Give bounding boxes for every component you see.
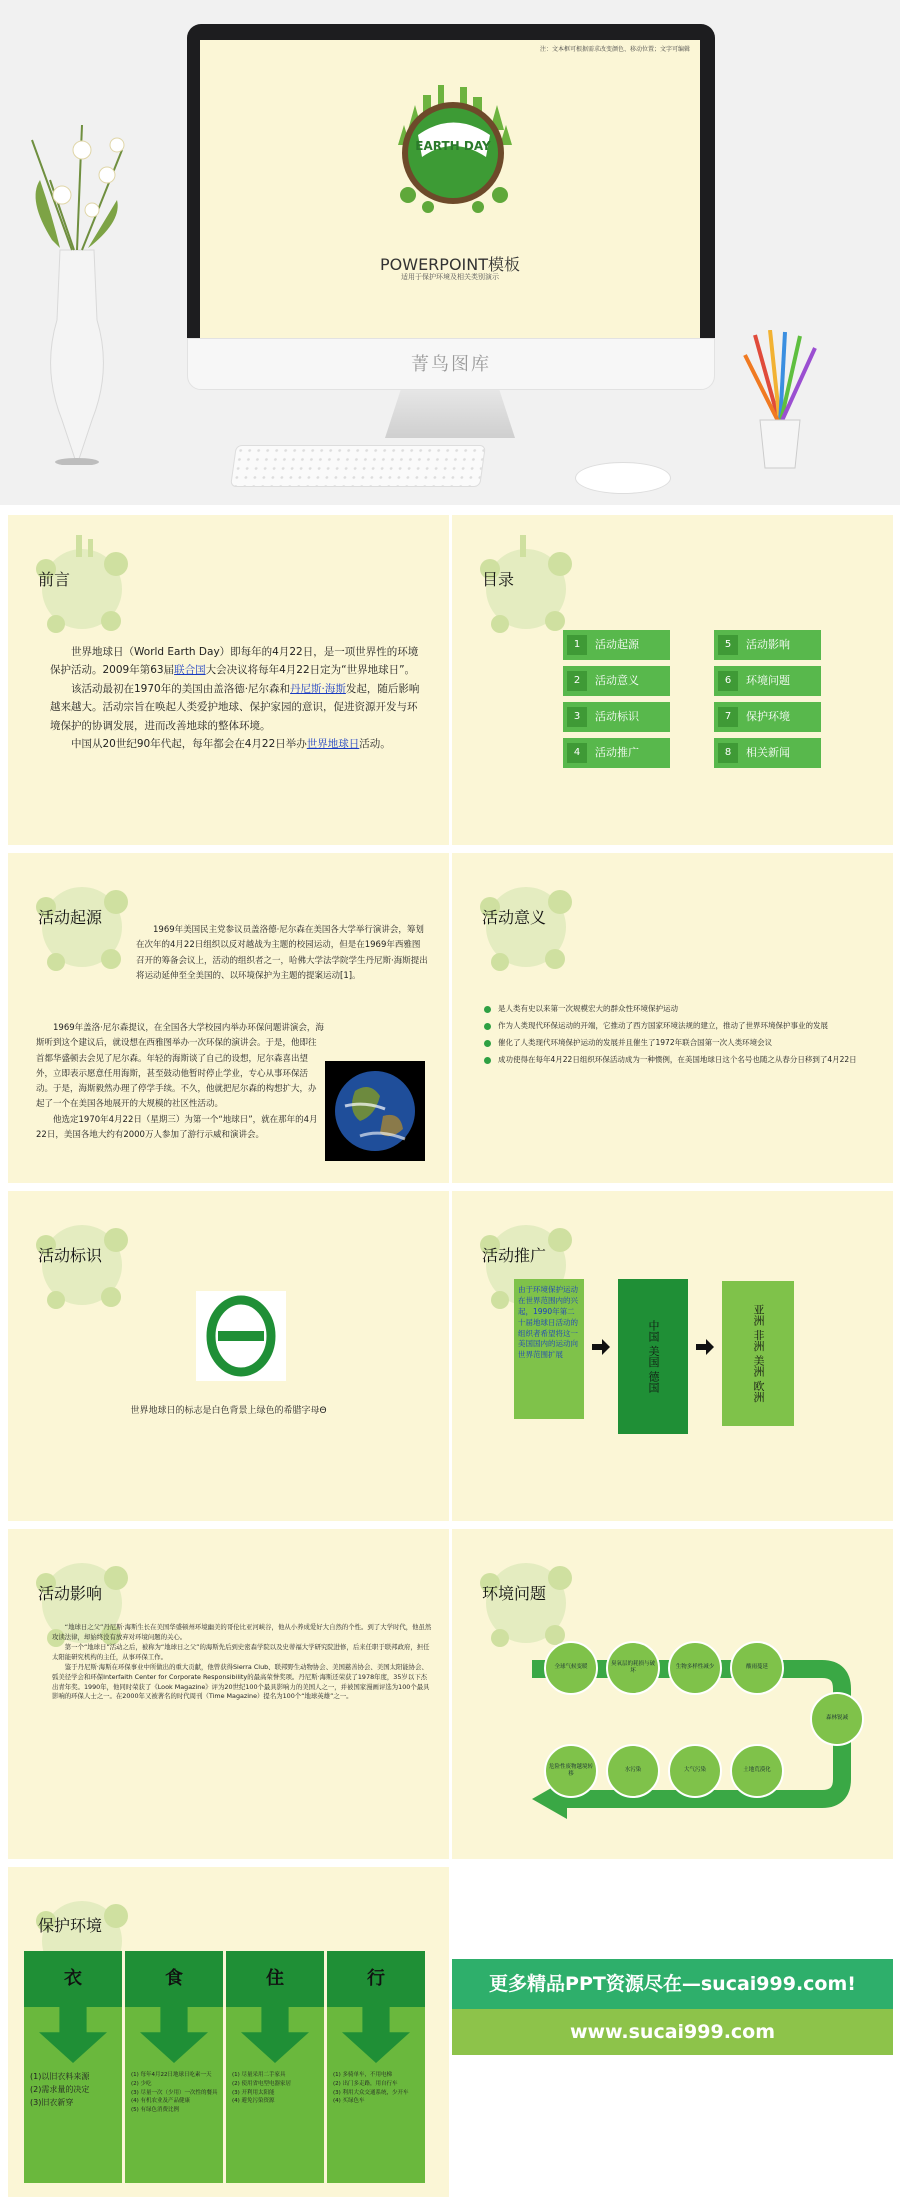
list-item: 成功使得在每年4月22日组织环保活动成为一种惯例，在美国地球日这个名号也随之从春分日移到了4月22日 — [484, 1054, 884, 1066]
list-item: 催化了人类现代环境保护运动的发展并且催生了1972年联合国第一次人类环境会议 — [484, 1037, 884, 1049]
meaning-list — [484, 1003, 884, 1071]
arrow-down-icon — [39, 2007, 107, 2063]
pencil-cup-image — [735, 330, 825, 470]
impact-body — [52, 1623, 432, 1702]
toc-item[interactable]: 2 活动意义 — [563, 666, 670, 696]
toc-item[interactable]: 8 相关新闻 — [714, 738, 821, 768]
slide-title: 活动影响 — [38, 1584, 103, 1603]
earth-day-globe-icon — [378, 75, 528, 225]
origin-paragraph-3: 他选定1970年4月22日（星期三）为第一个“地球日”，就在那年的4月22日，美国各地大约有2000万人参加了游行示威和演讲会。 — [36, 1114, 318, 1141]
origin-paragraph-2: 1969年盖洛·尼尔森提议，在全国各大学校园内举办环保问题讲演会，海斯听到这个建议后，就设想在西雅图举办一次环保的演讲会。于是，他即往首都华盛顿去会见了尼尔森。年轻的海斯谈了自己的设想，尼尔森喜出望外，立即表示愿意任用海斯，甚至鼓动他暂时停止学业，专心从事环保活动。于是，海斯毅然办理了停学手续。不久，他就把尼尔森的构想扩大，办起了一个在美国各地展开的大规模的社区性活动。 他选定1970年4月22日（星期三）为第一个“地球日”，就在那年的4月22日，美国各地大约有2000万人参加了游行示威和演讲会。 — [36, 1021, 324, 1143]
theta-symbol-icon — [196, 1291, 286, 1381]
preface-paragraph-3: 中国从20世纪90年代起，每年都会在4月22日举办世界地球日活动。 — [71, 737, 391, 750]
slide-issues — [452, 1529, 893, 1859]
slide-meaning — [452, 853, 893, 1183]
origin-paragraph-1: 1969年美国民主党参议员盖洛德·尼尔森在美国各大学举行演讲会，筹划在次年的4月22日组织以反对越战为主题的校园运动，但是在1969年西雅图召开的筹备会议上，活动的组织者之一，哈佛大学法学院学生丹尼斯·海斯提出将运动延伸至全美国的、以环境保护为主题的提案运动[1]。 — [136, 925, 428, 981]
flower-vase-image — [22, 120, 132, 465]
arrow-right-icon — [696, 1339, 714, 1355]
slide-preface — [8, 515, 449, 845]
cover-note: 注：文本框可根据需求改变颜色、移动位置；文字可编辑 — [539, 46, 690, 53]
column-text: (1) 多骑单车，不用电梯 (2) 出门多走路，用自行车 (3) 利用大众交通系统，少开车 (4) 买绿色车 — [333, 2072, 409, 2105]
arrow-down-icon — [342, 2007, 410, 2063]
issue-node: 酸雨蔓延 — [730, 1641, 784, 1695]
mouse-image — [575, 462, 671, 494]
list-item: 作为人类现代环保运动的开端，它推动了西方国家环境法规的建立，推动了世界环境保护事业的发展 — [484, 1020, 884, 1032]
hero-showcase — [0, 0, 900, 505]
cover-title: POWERPOINT模板 — [380, 255, 520, 274]
arrow-down-icon — [140, 2007, 208, 2063]
protect-column — [24, 1951, 122, 2183]
promo-line-1[interactable]: 更多精品PPT资源尽在—sucai999.com! — [452, 1959, 893, 2009]
issue-node: 全球气候变暖 — [544, 1641, 598, 1695]
arrow-down-icon — [241, 2007, 309, 2063]
toc-item[interactable]: 4 活动推广 — [563, 738, 670, 768]
slide-logo — [8, 1191, 449, 1521]
promo-box-1: 由于环境保护运动在世界范围内的兴起，1990年第二十届地球日活动的组织者希望将这一美国国内的运动向世界范围扩展 — [514, 1279, 584, 1419]
toc-item[interactable]: 1 活动起源 — [563, 630, 670, 660]
slide-title: 活动起源 — [38, 908, 103, 927]
earth-photo-icon — [325, 1061, 425, 1161]
preface-body — [50, 643, 422, 753]
slide-title: 活动意义 — [482, 908, 547, 927]
toc-item[interactable]: 7 保护环境 — [714, 702, 821, 732]
cover-badge: EARTH DAY — [415, 139, 491, 153]
keyboard-image — [230, 445, 486, 487]
issue-node: 危险性废物越境转移 — [544, 1744, 598, 1798]
column-text: (1)以旧衣料来源 (2)需求量的决定 (3)旧衣新穿 — [30, 2072, 90, 2107]
slide-title: 前言 — [38, 570, 71, 589]
issue-node: 生物多样性减少 — [668, 1641, 722, 1695]
monitor-stand — [385, 390, 515, 438]
protect-column — [327, 1951, 425, 2183]
protect-column — [226, 1951, 324, 2183]
slide-title: 活动推广 — [482, 1246, 547, 1265]
slide-origin — [8, 853, 449, 1183]
cover-subtitle: 适用于保护环境及相关类别演示 — [401, 273, 499, 281]
column-head: 衣 — [24, 1951, 122, 2007]
column-text: (1) 每年4月22日地球日吃素一天 (2) 少吃 (3) 尽量一次（少用）一次性的餐具 (4) 有机农业及产品健康 (5) 有绿色消费比例 — [131, 2072, 218, 2114]
toc-item[interactable]: 6 环境问题 — [714, 666, 821, 696]
promo-banner — [452, 1867, 893, 2197]
preface-paragraph-2: 该活动最初在1970年的美国由盖洛德·尼尔森和丹尼斯·海斯发起，随后影响越来越大。活动宗旨在唤起人类爱护地球、保护家园的意识，促进资源开发与环境保护的协调发展，进而改善地球的整体环境。 — [50, 682, 420, 732]
column-head: 食 — [125, 1951, 223, 2007]
preface-paragraph-1: 世界地球日（World Earth Day）即每年的4月22日，是一项世界性的环境保护活动。2009年第63届联合国大会决议将每年4月22日定为“世界地球日”。 — [50, 646, 419, 677]
list-item: 是人类有史以来第一次规模宏大的群众性环境保护运动 — [484, 1003, 884, 1015]
toc-item[interactable]: 5 活动影响 — [714, 630, 821, 660]
column-head: 行 — [327, 1951, 425, 2007]
toc-item[interactable]: 3 活动标识 — [563, 702, 670, 732]
promo-line-2[interactable]: www.sucai999.com — [452, 2009, 893, 2055]
impact-paragraph: 鉴于丹尼斯·海斯在环保事业中所做出的重大贡献，他曾获得Sierra Club、联邦野生动物协会、美国慈善协会、美国太阳能协会、弧美径学会和环保Interfaith Center for Corporate Responsibility的最高荣誉奖项。丹尼斯·海斯还荣获了1978年度，35岁以下杰出青年奖。1990年，他同时荣获了《Look Magazine》评为20世纪100个最具影响力的美国人之一，并被国家漫画评选为100个最具影响的环保人士之一。在2000年又被著名的时代周刊（Time Magazine）提名为100个“地球英雄”之一。 — [52, 1662, 430, 1701]
column-head: 住 — [226, 1951, 324, 2007]
slide-title: 目录 — [482, 570, 515, 589]
slide-title: 保护环境 — [38, 1916, 103, 1935]
slide-title: 活动标识 — [38, 1246, 103, 1265]
monitor-screen-slide — [200, 40, 700, 338]
issue-node: 大气污染 — [668, 1744, 722, 1798]
promo-box-2: 中国 美国 德国 — [618, 1279, 688, 1434]
slide-title: 环境问题 — [482, 1584, 547, 1603]
impact-paragraph: “地球日之父”丹尼斯·海斯生长在美国华盛顿州环境幽美的哥伦比亚河峡谷，他从小养成爱好大自然的个性。到了大学时代，他虽然攻读法律，却始终没有放弃对环境问题的关心。 — [52, 1623, 432, 1641]
promo-box-3: 亚洲 非洲 美洲 欧洲 — [722, 1281, 794, 1426]
issue-node: 水污染 — [606, 1744, 660, 1798]
issue-node: 土地荒漠化 — [730, 1744, 784, 1798]
slide-promotion — [452, 1191, 893, 1521]
link-denis-hayes[interactable]: 丹尼斯·海斯 — [290, 682, 346, 695]
column-text: (1) 尽量采用二手家具 (2) 使用省电型电器家居 (3) 开利用太阳能 (4) 避免污染资源 — [232, 2072, 292, 2105]
slide-impact — [8, 1529, 449, 1859]
protect-column — [125, 1951, 223, 2183]
arrow-right-icon — [592, 1339, 610, 1355]
monitor-chin — [187, 338, 715, 390]
link-earth-day[interactable]: 世界地球日 — [306, 737, 360, 750]
logo-caption: 世界地球日的标志是白色背景上绿色的希腊字母Θ — [130, 1406, 327, 1416]
link-un[interactable]: 联合国 — [174, 664, 206, 677]
impact-paragraph: 第一个“地球日”活动之后，被称为“地球日之父”的海斯先后到史密森学院以及史蒂福大学研究院进修，后来任职于联邦政府，担任太阳能研究机构的主任，从事环保工作。 — [52, 1642, 430, 1661]
brand-watermark: 菁鸟图库 — [411, 354, 491, 375]
issue-node: 森林锐减 — [810, 1692, 864, 1746]
issue-node: 臭氧层的耗损与破坏 — [606, 1641, 660, 1695]
slide-protect — [8, 1867, 449, 2197]
slide-toc — [452, 515, 893, 845]
